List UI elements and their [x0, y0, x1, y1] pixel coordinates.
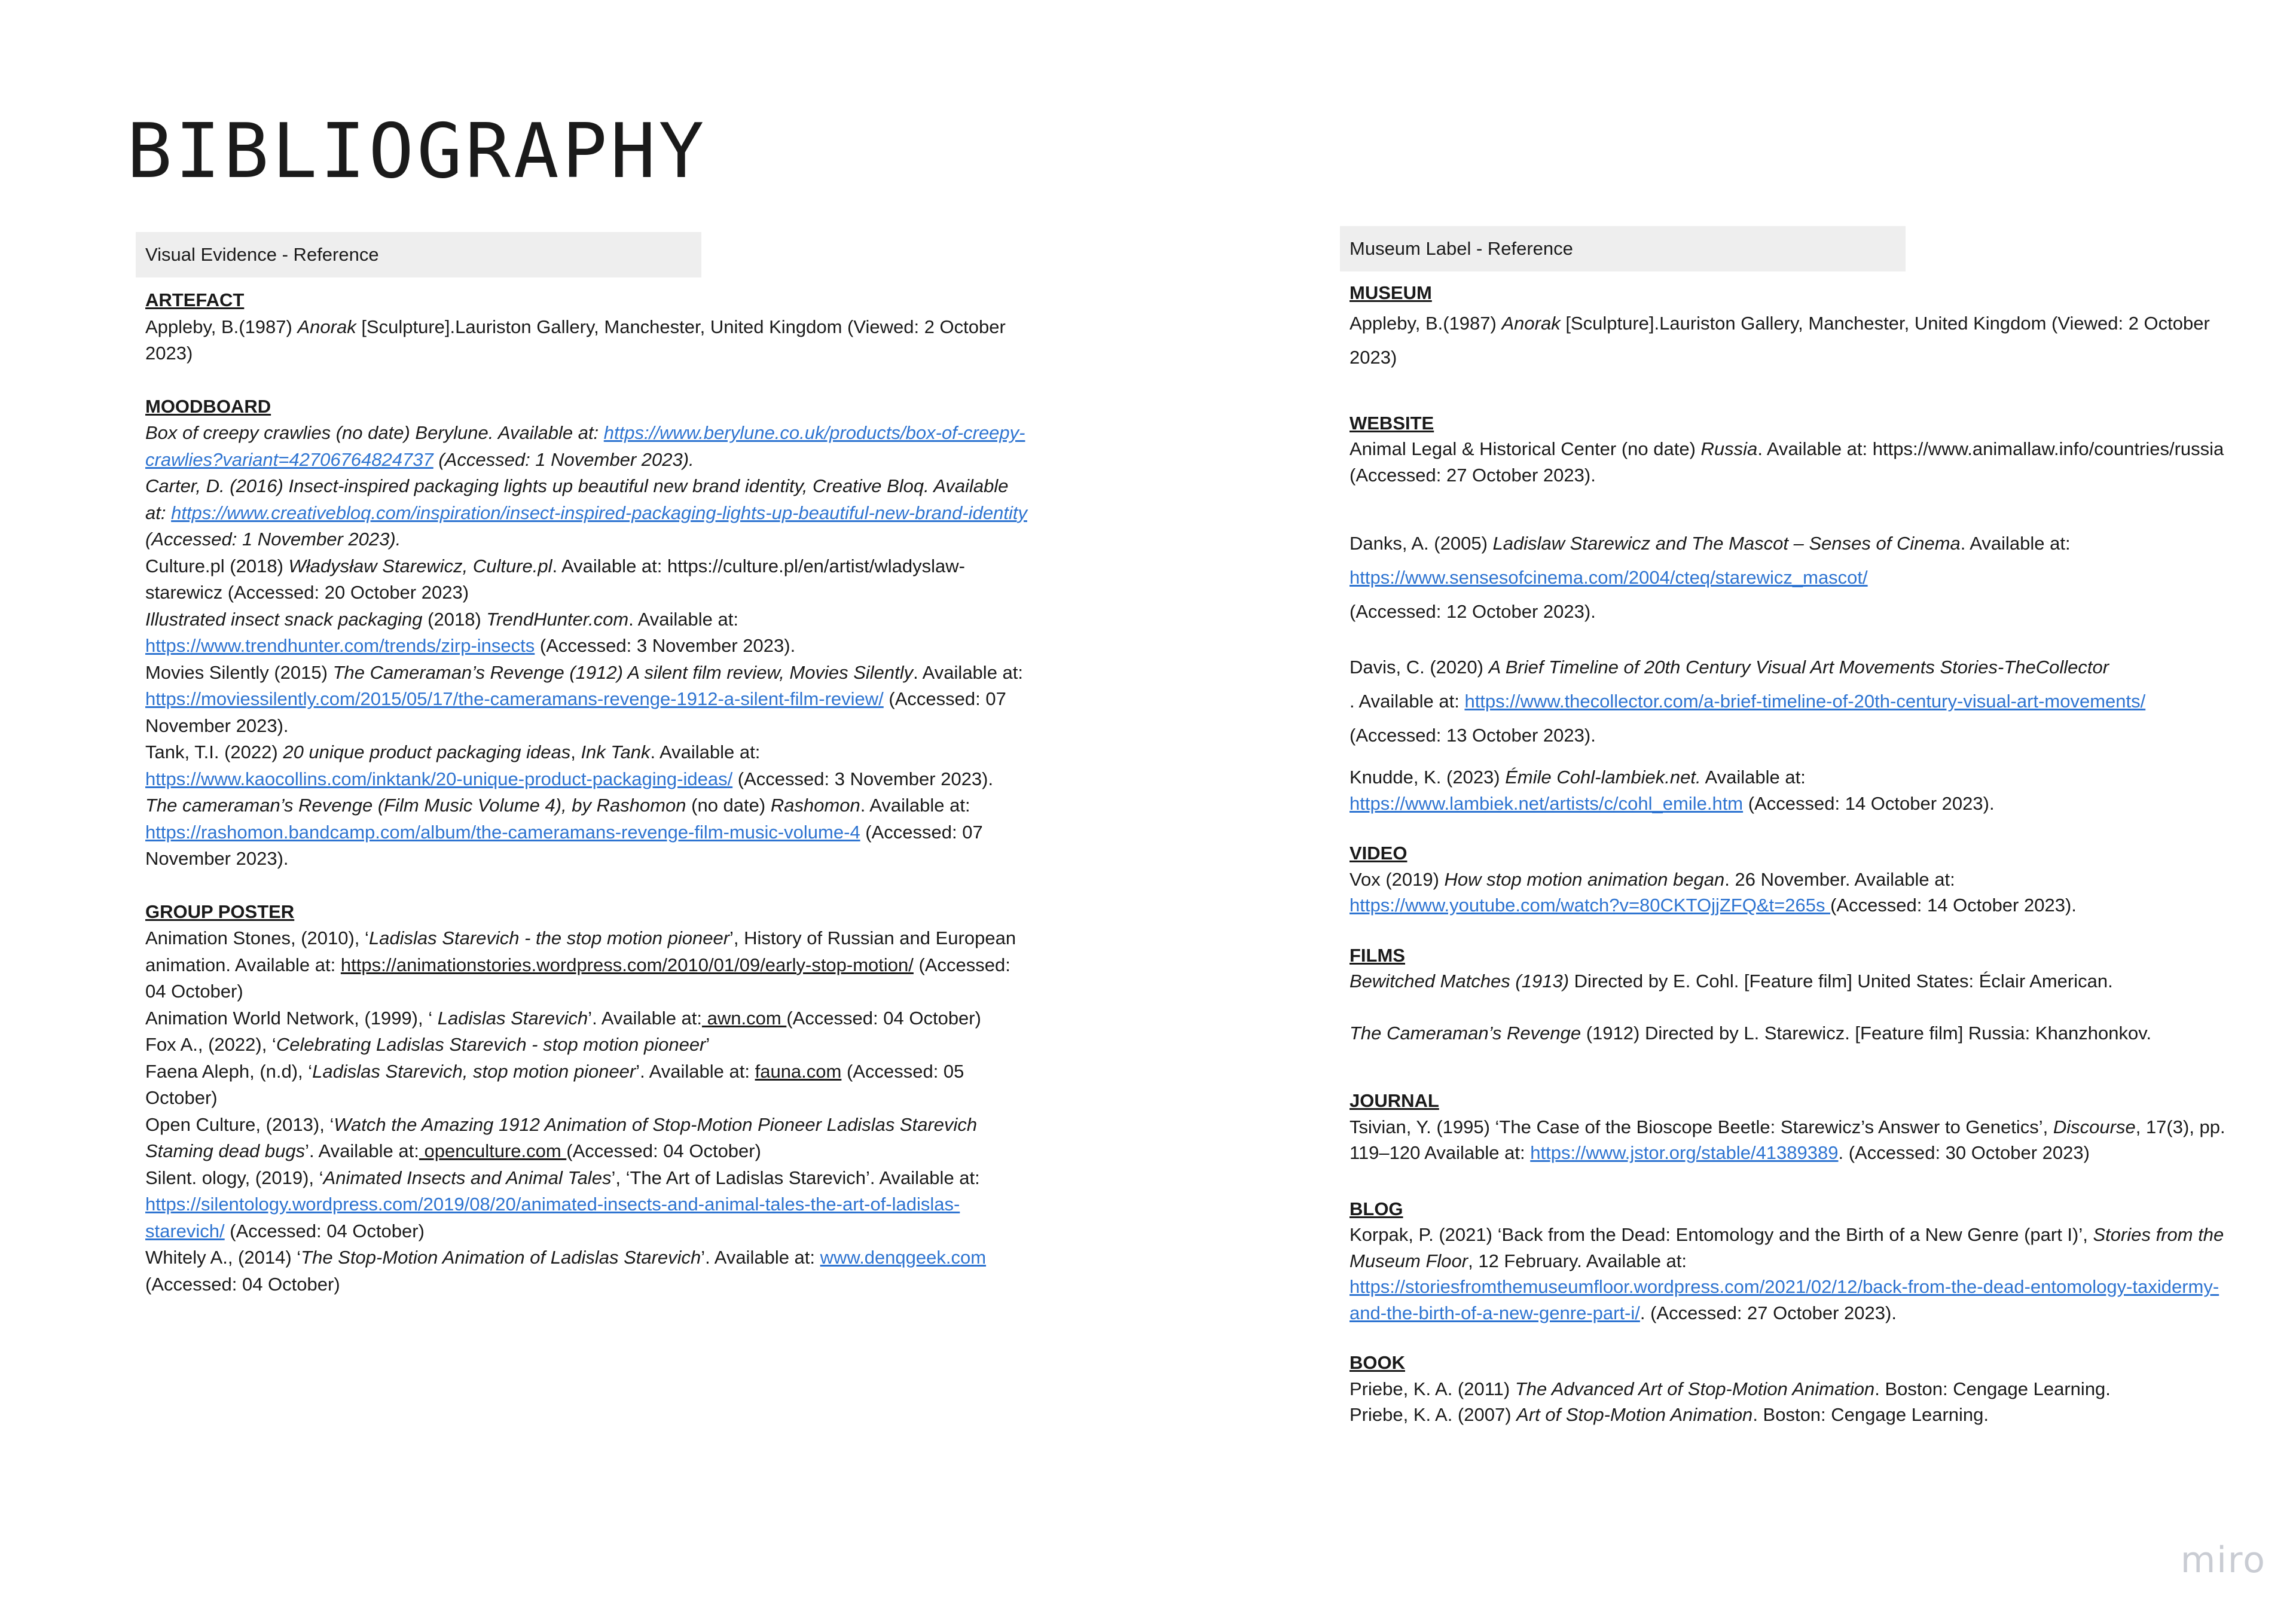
- entry-text: (Accessed: 3 November 2023).: [535, 635, 796, 656]
- entry-title: Ink Tank: [581, 742, 651, 762]
- group-poster-section: [145, 899, 1030, 1298]
- entry-text: ’. Available at:: [305, 1140, 419, 1161]
- film-entry: [1349, 1020, 2234, 1047]
- poster-entry: [145, 925, 1030, 1005]
- entry-title: The Cameraman’s Revenge: [1349, 1022, 1581, 1044]
- entry-text: (Accessed: 07 November 2023).: [145, 821, 983, 869]
- entry-text: . Available at: https://www.animallaw.info/countries/russia (Accessed: 27 October 2023).: [1349, 438, 2224, 486]
- section-heading-museum: MUSEUM: [1349, 282, 1432, 303]
- entry-text: (Accessed: 07 November 2023).: [145, 688, 1006, 736]
- artefact-entry: [145, 314, 1030, 367]
- moodboard-entry: [145, 606, 1030, 660]
- entry-text: ’: [706, 1034, 710, 1055]
- entry-text: Tsivian, Y. (1995) ‘The Case of the Bioscope Beetle: Starewicz’s Answer to Genetics’,: [1349, 1116, 2053, 1137]
- entry-title: 20 unique product packaging ideas: [283, 742, 571, 762]
- journal-section: [1349, 1088, 2234, 1166]
- entry-text: (Accessed: 14 October 2023).: [1830, 895, 2077, 916]
- book-entry: [1349, 1402, 2234, 1428]
- moodboard-entry: [145, 420, 1030, 473]
- reference-link[interactable]: https://www.sensesofcinema.com/2004/cteq/starewicz_mascot/: [1349, 567, 1868, 588]
- reference-link[interactable]: https://www.trendhunter.com/trends/zirp-insects: [145, 635, 535, 656]
- entry-text: Davis, C. (2020): [1349, 657, 1489, 678]
- entry-title: TrendHunter.com: [486, 608, 629, 630]
- entry-title: Art of Stop-Motion Animation: [1516, 1404, 1753, 1425]
- reference-link[interactable]: fauna.com: [755, 1060, 842, 1082]
- entry-text: (1912) Directed by L. Starewicz. [Feature film] Russia: Khanzhonkov.: [1581, 1022, 2152, 1044]
- entry-text: (Accessed: 14 October 2023).: [1743, 792, 1995, 814]
- entry-text: (Accessed: 05 October): [145, 1060, 964, 1108]
- entry-title: Animated Insects and Animal Tales: [323, 1167, 612, 1188]
- entry-text: (Accessed: 04 October): [224, 1220, 425, 1241]
- entry-text: ’. Available at:: [636, 1060, 755, 1082]
- entry-title: Russia: [1700, 438, 1758, 459]
- entry-title: The cameraman’s Revenge (Film Music Volume 4), by Rashomon: [145, 795, 686, 816]
- entry-text: . (Accessed: 27 October 2023).: [1639, 1302, 1897, 1323]
- entry-title: Władysław Starewicz, Culture.pl: [288, 555, 552, 576]
- right-column: [1349, 280, 2234, 1428]
- entry-text: Animal Legal & Historical Center (no date): [1349, 438, 1701, 459]
- reference-link[interactable]: https://www.kaocollins.com/inktank/20-unique-product-packaging-ideas/: [145, 768, 733, 789]
- entry-text: . Available at:: [913, 661, 1024, 683]
- section-heading-book: BOOK: [1349, 1352, 1405, 1373]
- entry-title: The Advanced Art of Stop-Motion Animation: [1515, 1378, 1875, 1399]
- moodboard-entry: [145, 792, 1030, 872]
- entry-text: , 17(3), pp. 119–120 Available at:: [1349, 1116, 2225, 1163]
- moodboard-section: [145, 393, 1030, 872]
- entry-text: , 12 February. Available at:: [1468, 1250, 1687, 1271]
- section-heading-artefact: ARTEFACT: [145, 289, 245, 310]
- film-entry: [1349, 968, 2234, 994]
- entry-text: . Boston: Cengage Learning.: [1752, 1404, 1989, 1425]
- entry-text: [Sculpture].Lauriston Gallery, Manchester, United Kingdom (Viewed: 2 October 2023): [145, 316, 1006, 364]
- section-heading-films: FILMS: [1349, 944, 1405, 966]
- entry-text: Open Culture, (2013), ‘: [145, 1113, 334, 1135]
- entry-title: Illustrated insect snack packaging: [145, 608, 423, 630]
- museum-section: [1349, 280, 2234, 374]
- entry-text: . Available at:: [860, 795, 970, 816]
- section-heading-moodboard: MOODBOARD: [145, 395, 271, 417]
- entry-text: . Boston: Cengage Learning.: [1874, 1378, 2111, 1399]
- entry-text: Culture.pl (2018): [145, 555, 289, 576]
- entry-text: . Available at: https://culture.pl/en/artist/wladyslaw-starewicz (Accessed: 20 October 2023): [145, 555, 965, 603]
- entry-text: . Available at:: [1960, 533, 2071, 554]
- website-entry: [1349, 436, 2234, 488]
- entry-text: . Available at:: [650, 742, 761, 762]
- reference-link[interactable]: www.denqgeek.com: [820, 1247, 987, 1268]
- entry-text: (Accessed: 04 October): [786, 1007, 981, 1029]
- entry-text: Animation Stones, (2010), ‘: [145, 928, 369, 948]
- book-entry: [1349, 1376, 2234, 1402]
- entry-text: Appleby, B.(1987): [1349, 312, 1502, 334]
- entry-text: ,: [570, 742, 581, 762]
- museum-label-label: Museum Label - Reference: [1340, 226, 1906, 271]
- entry-text: Box of creepy crawlies (no date) Berylune. Available at:: [145, 422, 604, 443]
- entry-title: Ladislas Starevich: [432, 1007, 588, 1029]
- entry-text: (2018): [422, 608, 487, 630]
- video-section: [1349, 840, 2234, 919]
- entry-text: (Accessed: 13 October 2023).: [1349, 725, 1596, 746]
- entry-title: Rashomon: [770, 795, 860, 816]
- entry-title: Stories from the Museum Floor: [1349, 1224, 2224, 1271]
- blog-section: [1349, 1196, 2234, 1326]
- entry-text: (Accessed: 12 October 2023).: [1349, 601, 1596, 622]
- poster-entry: [145, 1032, 1030, 1058]
- entry-text: (Accessed: 3 November 2023).: [732, 768, 994, 789]
- entry-text: Silent. ology, (2019), ‘: [145, 1167, 323, 1188]
- section-heading-website: WEBSITE: [1349, 412, 1434, 434]
- entry-title: A Brief Timeline of 20th Century Visual Art Movements Stories-TheCollector: [1488, 657, 2109, 678]
- entry-title: Celebrating Ladislas Starevich - stop motion pioneer: [276, 1034, 706, 1055]
- entry-text: ’. Available at:: [701, 1247, 820, 1268]
- entry-text: Knudde, K. (2023): [1349, 767, 1506, 788]
- reference-link[interactable]: https://animationstories.wordpress.com/2010/01/09/early-stop-motion/: [340, 954, 914, 975]
- reference-link[interactable]: https://storiesfromthemuseumfloor.wordpress.com/2021/02/12/back-from-the-dead-entomology-taxidermy-and-the-birth-of-a-new-genre-part-i/: [1349, 1276, 2219, 1323]
- entry-text: . (Accessed: 30 October 2023): [1838, 1142, 2090, 1163]
- moodboard-entry: [145, 473, 1030, 553]
- reference-link[interactable]: https://www.creativebloq.com/inspiration/insect-inspired-packaging-lights-up-beautiful-new-brand-identity: [171, 502, 1027, 523]
- entry-title: The Stop-Motion Animation of Ladislas Starevich: [301, 1247, 701, 1268]
- moodboard-entry: [145, 739, 1030, 792]
- entry-title: Ladislas Starevich - the stop motion pioneer: [368, 928, 730, 948]
- reference-link[interactable]: awn.com: [702, 1007, 787, 1029]
- entry-text: Priebe, K. A. (2011): [1349, 1378, 1515, 1399]
- entry-text: (Accessed: 04 October): [145, 1273, 340, 1295]
- entry-text: (no date): [686, 795, 771, 816]
- entry-text: (Accessed: 1 November 2023).: [433, 449, 694, 470]
- website-entry: [1349, 764, 2234, 816]
- moodboard-entry: [145, 660, 1030, 740]
- entry-text: Danks, A. (2005): [1349, 533, 1493, 554]
- artefact-section: [145, 287, 1030, 367]
- entry-text: Appleby, B.(1987): [145, 316, 298, 337]
- reference-link[interactable]: https://www.jstor.org/stable/41389389: [1530, 1142, 1839, 1163]
- entry-text: (Accessed: 04 October): [145, 954, 1010, 1002]
- website-section: [1349, 410, 2234, 817]
- website-entry: [1349, 526, 2234, 629]
- entry-text: Fox A., (2022), ‘: [145, 1034, 276, 1055]
- entry-text: Movies Silently (2015): [145, 661, 333, 683]
- entry-title: Watch the Amazing 1912 Animation of Stop-Motion Pioneer Ladislas Starevich Staming dead bugs: [145, 1113, 978, 1161]
- left-column: [145, 287, 1030, 1298]
- book-section: [1349, 1350, 2234, 1428]
- entry-title: Émile Cohl-lambiek.net.: [1505, 767, 1701, 788]
- journal-entry: [1349, 1114, 2234, 1166]
- entry-text: (Accessed: 1 November 2023).: [145, 529, 401, 550]
- reference-link[interactable]: https://www.berylune.co.uk/products/box-of-creepy-crawlies?variant=42706764824737: [145, 422, 1025, 470]
- section-heading-journal: JOURNAL: [1349, 1090, 1439, 1111]
- section-heading-video: VIDEO: [1349, 843, 1407, 864]
- poster-entry: [145, 1005, 1030, 1032]
- entry-text: Korpak, P. (2021) ‘Back from the Dead: Entomology and the Birth of a New Genre (part I)’,: [1349, 1224, 2093, 1245]
- entry-text: . Available at:: [1349, 691, 1465, 712]
- reference-link[interactable]: openculture.com: [419, 1140, 567, 1161]
- entry-title: The Cameraman’s Revenge (1912) A silent film review, Movies Silently: [332, 661, 914, 683]
- entry-title: Ladislaw Starewicz and The Mascot – Senses of Cinema: [1492, 533, 1961, 554]
- reference-link[interactable]: https://www.thecollector.com/a-brief-timeline-of-20th-century-visual-art-movements/: [1464, 691, 2146, 712]
- website-entry: [1349, 650, 2234, 752]
- entry-text: (Accessed: 04 October): [566, 1140, 761, 1161]
- moodboard-entry: [145, 553, 1030, 606]
- entry-text: Priebe, K. A. (2007): [1349, 1404, 1517, 1425]
- entry-text: ’. Available at:: [588, 1007, 703, 1029]
- blog-entry: [1349, 1222, 2234, 1326]
- visual-evidence-label: Visual Evidence - Reference: [136, 232, 701, 277]
- entry-text: Animation World Network, (1999), ‘: [145, 1007, 433, 1029]
- reference-link[interactable]: https://rashomon.bandcamp.com/album/the-cameramans-revenge-film-music-volume-4: [145, 821, 860, 843]
- entry-title: Discourse: [2053, 1116, 2136, 1137]
- reference-link[interactable]: https://silentology.wordpress.com/2019/08/20/animated-insects-and-animal-tales-the-art-of-ladislas-starevich/: [145, 1194, 960, 1241]
- entry-text: [Sculpture].Lauriston Gallery, Manchester, United Kingdom (Viewed: 2 October 2023): [1349, 312, 2210, 368]
- section-heading-blog: BLOG: [1349, 1198, 1403, 1219]
- poster-entry: [145, 1165, 1030, 1245]
- entry-text: Vox (2019): [1349, 868, 1445, 890]
- miro-watermark-logo: miro: [2180, 1539, 2266, 1581]
- entry-title: Ladislas Starevich, stop motion pioneer: [312, 1060, 636, 1082]
- entry-text: ’, History of Russian and European animation. Available at:: [145, 928, 1016, 975]
- reference-link[interactable]: https://moviessilently.com/2015/05/17/the-cameramans-revenge-1912-a-silent-film-review/: [145, 688, 884, 709]
- entry-title: Anorak: [1501, 312, 1561, 334]
- entry-text: Carter, D. (2016) Insect-inspired packaging lights up beautiful new brand identity, Creative Bloq. Available at:: [145, 475, 1009, 523]
- video-entry: [1349, 867, 2234, 919]
- entry-text: Available at:: [1700, 767, 1806, 788]
- poster-entry: [145, 1058, 1030, 1112]
- poster-entry: [145, 1112, 1030, 1165]
- entry-title: Bewitched Matches (1913): [1349, 971, 1570, 992]
- section-heading-group-poster: GROUP POSTER: [145, 901, 295, 922]
- films-section: [1349, 942, 2234, 1047]
- reference-link[interactable]: https://www.lambiek.net/artists/c/cohl_emile.htm: [1349, 792, 1744, 814]
- page-title: BIBLIOGRAPHY: [127, 107, 707, 195]
- entry-text: ’, ‘The Art of Ladislas Starevich’. Available at:: [611, 1167, 980, 1188]
- entry-text: . 26 November. Available at:: [1724, 868, 1955, 890]
- poster-entry: [145, 1244, 1030, 1298]
- museum-entry: [1349, 306, 2234, 374]
- entry-title: How stop motion animation began: [1444, 868, 1725, 890]
- entry-text: Directed by E. Cohl. [Feature film] United States: Éclair American.: [1569, 971, 2113, 992]
- entry-text: Whitely A., (2014) ‘: [145, 1247, 301, 1268]
- entry-text: Tank, T.I. (2022): [145, 742, 283, 762]
- entry-text: . Available at:: [628, 608, 738, 630]
- reference-link[interactable]: https://www.youtube.com/watch?v=80CKTOjjZFQ&t=265s: [1349, 895, 1831, 916]
- entry-text: Faena Aleph, (n.d), ‘: [145, 1060, 313, 1082]
- entry-title: Anorak: [297, 316, 356, 337]
